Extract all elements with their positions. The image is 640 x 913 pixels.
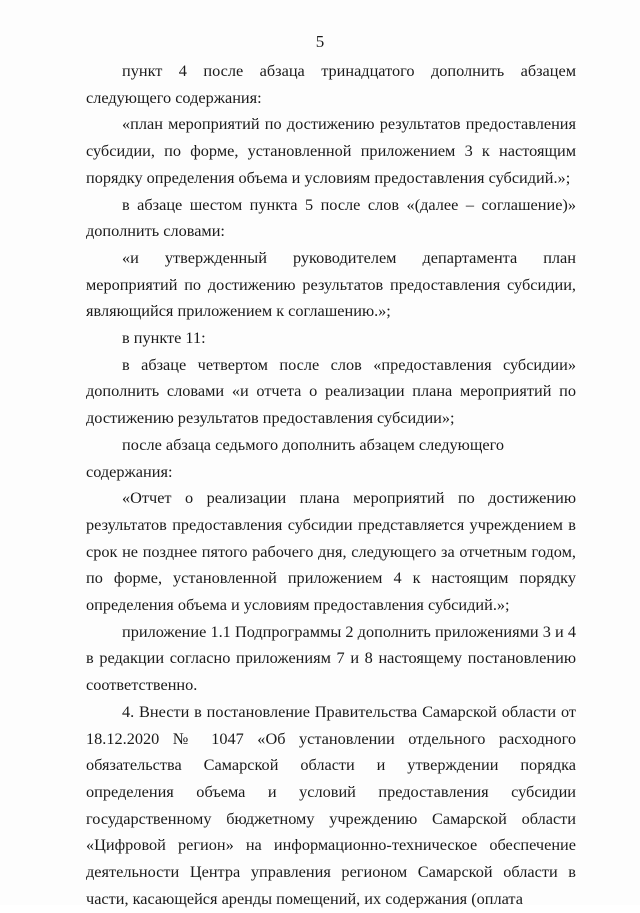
paragraph-7: после абзаца седьмого дополнить абзацем следующего содержания:	[86, 434, 504, 481]
paragraph-6: в абзаце четвертом после слов «предоставления субсидии» дополнить словами «и отчета о реализации плана мероприятий по достижению результатов предоставления субсидии»;	[86, 354, 576, 428]
paragraph-3: в абзаце шестом пункта 5 после слов «(далее – соглашение)» дополнить словами:	[86, 194, 576, 241]
paragraph-2: «план мероприятий по достижению результатов предоставления субсидии, по форме, установленной приложением 3 к настоящим порядку определения объема и условиям предоставления субсидий.»;	[86, 114, 576, 187]
page-number: 5	[315, 32, 325, 51]
paragraph-5: в пункте 11:	[122, 328, 206, 348]
document-body	[86, 58, 576, 913]
paragraph-8: «Отчет о реализации плана мероприятий по достижению результатов предоставления субсидии представляется учреждением в срок не позднее пятого рабочего дня, следующего за отчетным годом, по форме, установленной приложением 4 к настоящим порядку определения объема и условиям предоставления субсидий.»;	[86, 488, 576, 615]
paragraph-9: приложение 1.1 Подпрограммы 2 дополнить приложениями 3 и 4 в редакции согласно приложениям 7 и 8 настоящему постановлению соответственно.	[86, 621, 576, 695]
paragraph-1: пункт 4 после абзаца тринадцатого дополнить абзацем следующего содержания:	[86, 61, 576, 107]
paragraph-4: «и утвержденный руководителем департамента план мероприятий по достижению результатов предоставления субсидии, являющийся приложением к соглашению.»;	[86, 247, 576, 321]
paragraph-10: 4. Внести в постановление Правительства Самарской области от 18.12.2020 № 1047 «Об установлении отдельного расходного обязательства Самарской области и утверждении порядка определения объема и условий предоставления субсидии государственному бюджетному учреждению Самарской области «Цифровой регион» на информационно-техническое обеспечение деятельности Центра управления регионом Самарской области в части, касающейся аренды помещений, их содержания (оплата	[86, 701, 576, 908]
